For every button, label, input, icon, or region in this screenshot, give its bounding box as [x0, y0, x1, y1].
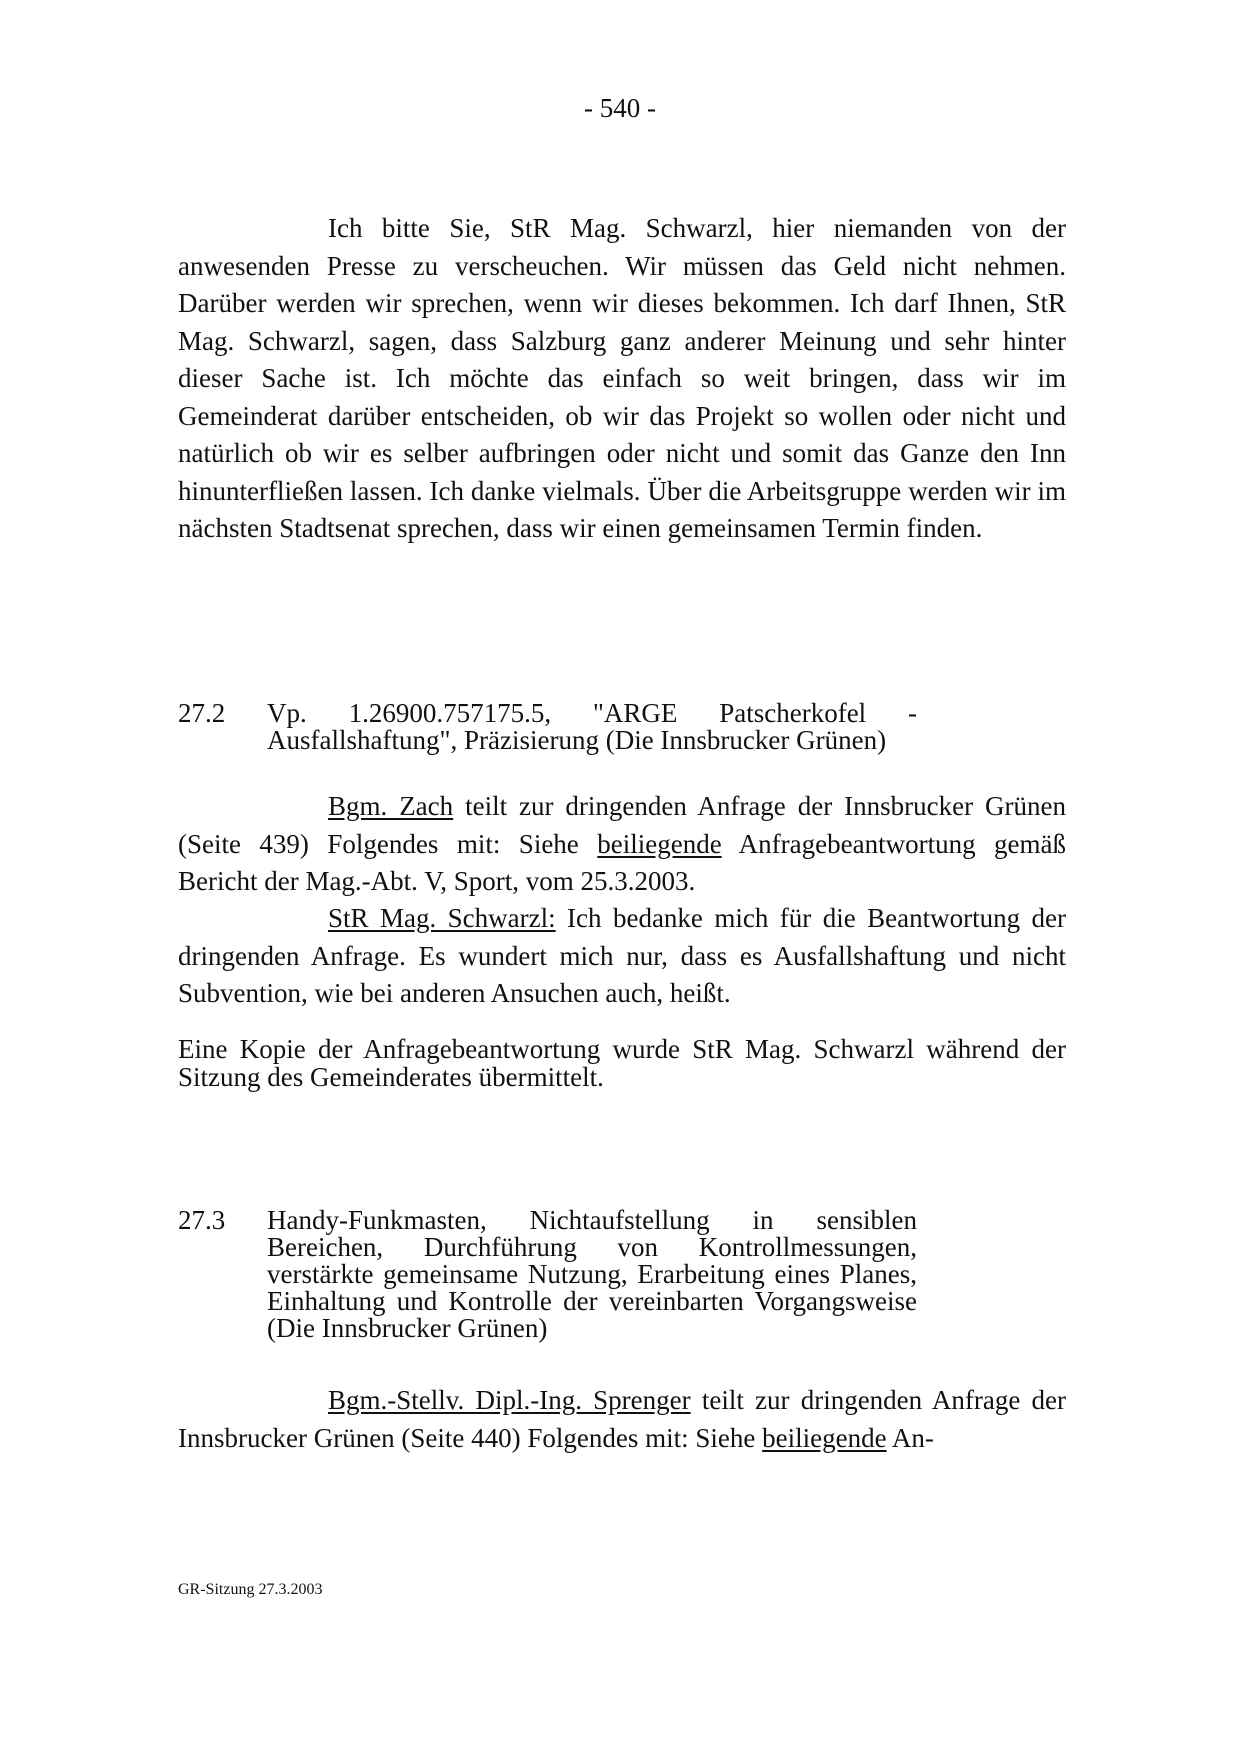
- paragraph-text: Anfragebeantwortung gemäß Bericht der Mag.-Abt. V, Sport, vom 25.3.2003.: [178, 828, 1067, 896]
- paragraph-text: teilt zur dringenden Anfrage der Innsbrucker Grünen (Seite 439) Folgendes mit: Siehe: [178, 791, 1066, 859]
- speaker-name: Bgm. Zach: [328, 791, 454, 821]
- item-number: 27.3: [178, 1205, 226, 1235]
- item-title: Vp. 1.26900.757175.5, "ARGE Patscherkofel - Ausfallshaftung", Präzisierung (Die Innsbrucker Grünen): [267, 698, 917, 755]
- footer-session-date: GR-Sitzung 27.3.2003: [178, 1581, 323, 1598]
- paragraph-text: Ich bedanke mich für die Beantwortung der dringenden Anfrage. Es wundert mich nur, dass es Ausfallshaftung und nicht Subvention, wie bei anderen Ansuchen auch, heißt.: [178, 903, 1066, 1008]
- page-number: - 540 -: [584, 93, 656, 123]
- speaker-name: Bgm.-Stellv. Dipl.-Ing. Sprenger: [328, 1385, 691, 1415]
- paragraph-text: Ich bitte Sie, StR Mag. Schwarzl, hier niemanden von der anwesenden Presse zu verscheuchen. Wir müssen das Geld nicht nehmen. Darüber werden wir sprechen, wenn wir dieses bekommen. Ich darf Ihnen, StR Mag. Schwarzl, sagen, dass Salzburg ganz anderer Meinung und sehr hinter dieser Sache ist. Ich möchte das einfach so weit bringen, dass wir im Gemeinderat darüber entscheiden, ob wir das Projekt so wollen oder nicht und natürlich ob wir es selber aufbringen oder nicht und somit das Ganze den Inn hinunterfließen lassen. Ich danke vielmals. Über die Arbeitsgruppe werden wir im nächsten Stadtsenat sprechen, dass wir einen gemeinsamen Termin finden.: [178, 213, 1066, 543]
- paragraph-text: teilt zur dringenden Anfrage der Innsbrucker Grünen (Seite 440) Folgendes mit: Siehe: [178, 1385, 1067, 1453]
- answer-paragraph: [178, 788, 1066, 901]
- attachment-reference: beiliegende: [762, 1422, 887, 1453]
- response-paragraph: [178, 900, 1066, 1013]
- note-paragraph: Eine Kopie der Anfragebeantwortung wurde StR Mag. Schwarzl während der Sitzung des Gemeinderates übermittelt.: [178, 1034, 1066, 1092]
- item-number: 27.2: [178, 698, 226, 728]
- item-title: Handy-Funkmasten, Nichtaufstellung in sensiblen Bereichen, Durchführung von Kontrollmessungen, verstärkte gemeinsame Nutzung, Erarbeitung eines Planes, Einhaltung und Kontrolle der vereinbarten Vorgangsweise (Die Innsbrucker Grünen): [267, 1205, 917, 1343]
- answer-paragraph: [178, 1382, 1066, 1457]
- speaker-name: StR Mag. Schwarzl:: [328, 903, 556, 933]
- paragraph-speech: [178, 210, 1066, 548]
- paragraph-text: An-: [886, 1422, 934, 1453]
- attachment-reference: beiliegende: [597, 828, 722, 859]
